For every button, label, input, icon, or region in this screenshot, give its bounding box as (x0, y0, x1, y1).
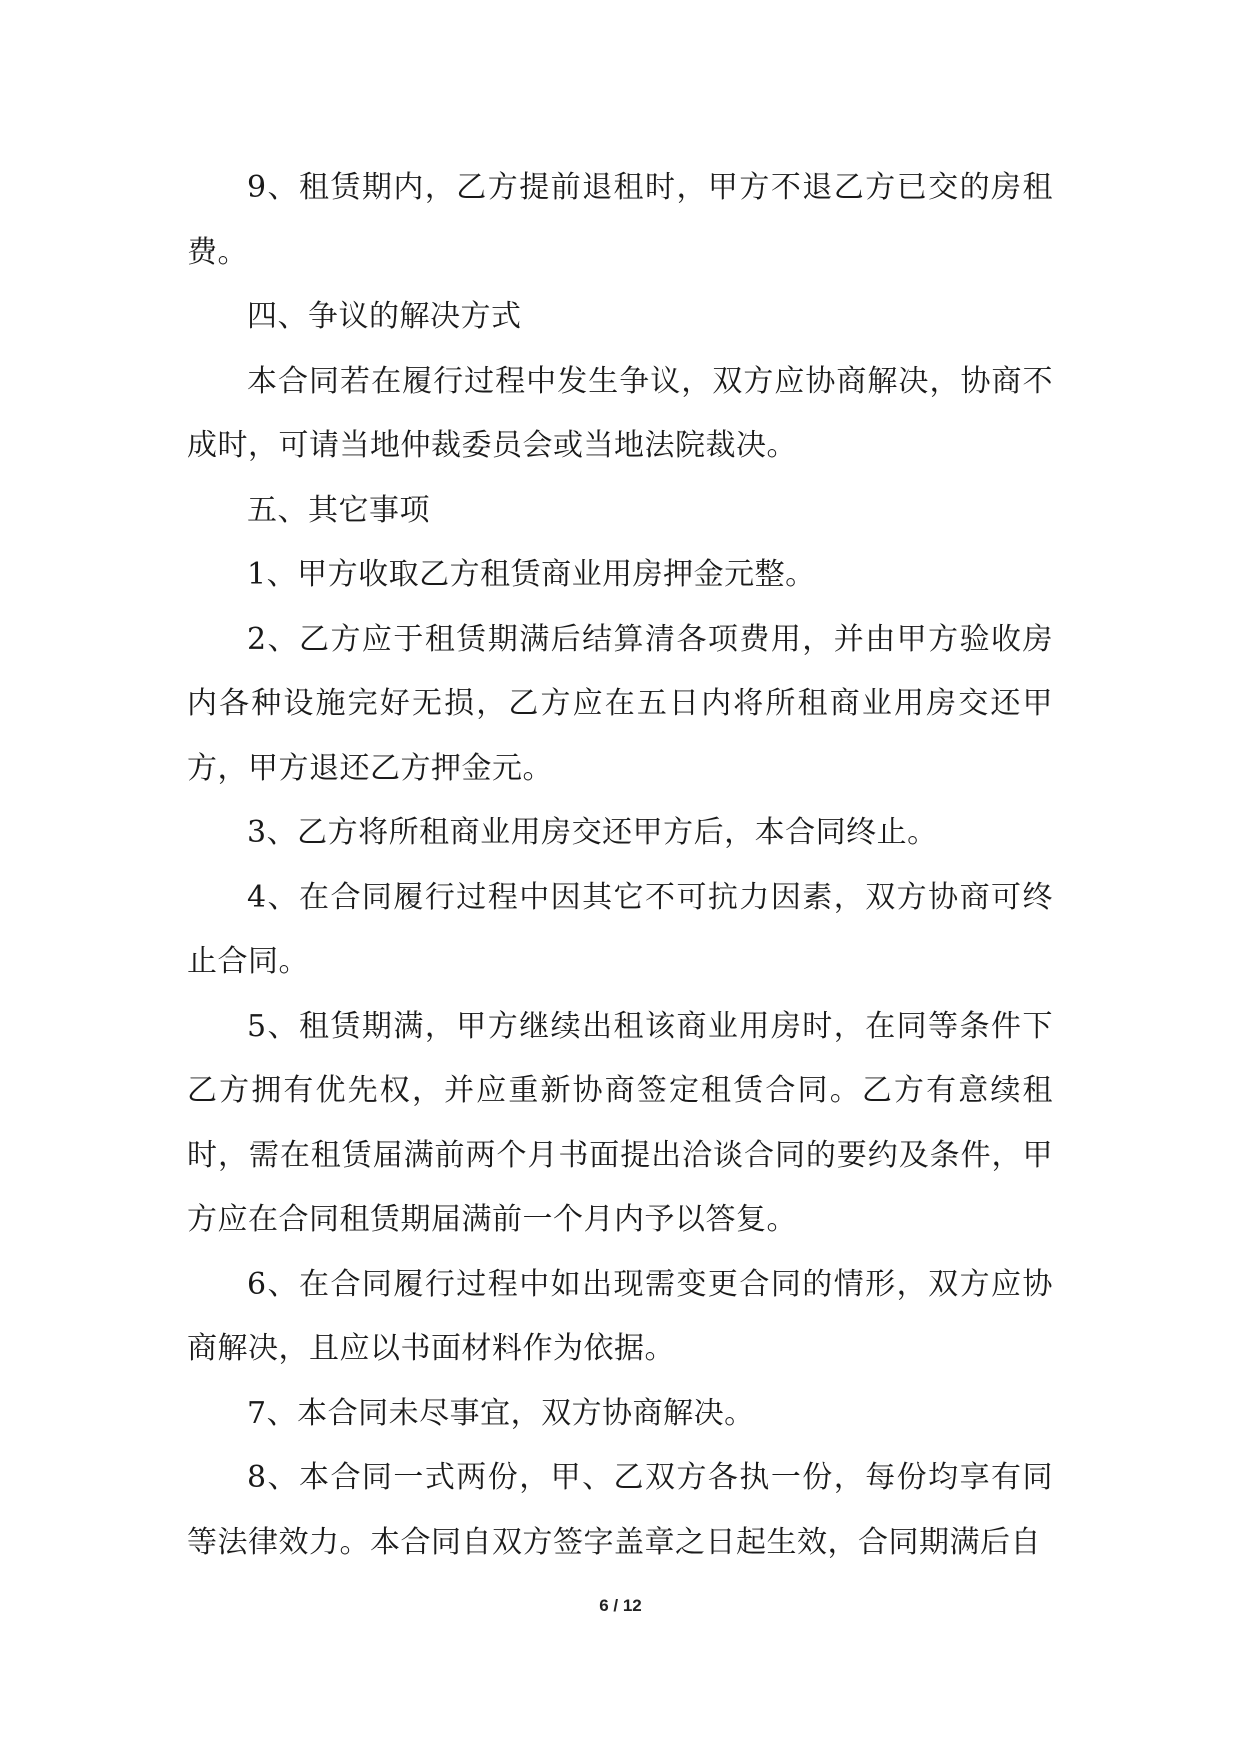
page-number: 6 / 12 (599, 1596, 642, 1615)
paragraph-other-6: 6、在合同履行过程中如出现需变更合同的情形，双方应协商解决，且应以书面材料作为依据。 (187, 1266, 1053, 1366)
paragraph-other-7: 7、本合同未尽事宜，双方协商解决。 (247, 1395, 755, 1431)
paragraph-other-2: 2、乙方应于租赁期满后结算清各项费用，并由甲方验收房内各种设施完好无损，乙方应在五日内将所租商业用房交还甲方，甲方退还乙方押金元。 (187, 621, 1053, 786)
paragraph-clause-9: 9、租赁期内，乙方提前退租时，甲方不退乙方已交的房租费。 (187, 170, 1053, 270)
paragraph-other-4: 4、在合同履行过程中因其它不可抗力因素，双方协商可终止合同。 (187, 879, 1053, 979)
document-body (187, 156, 1053, 1575)
paragraph-other-8: 8、本合同一式两份，甲、乙双方各执一份，每份均享有同等法律效力。本合同自双方签字盖章之日起生效，合同期满后自 (187, 1460, 1053, 1560)
paragraph-other-3: 3、乙方将所租商业用房交还甲方后，本合同终止。 (247, 815, 938, 850)
paragraph-other-1: 1、甲方收取乙方租赁商业用房押金元整。 (247, 557, 816, 592)
paragraph-dispute-resolution: 本合同若在履行过程中发生争议，双方应协商解决，协商不成时，可请当地仲裁委员会或当地法院裁决。 (187, 363, 1053, 463)
section-heading-dispute-resolution: 四、争议的解决方式 (247, 299, 522, 334)
paragraph-other-5: 5、租赁期满，甲方继续出租该商业用房时，在同等条件下乙方拥有优先权，并应重新协商签定租赁合同。乙方有意续租时，需在租赁届满前两个月书面提出洽谈合同的要约及条件，甲方应在合同租赁期届满前一个月内予以答复。 (187, 1008, 1053, 1237)
section-heading-other-matters: 五、其它事项 (247, 492, 430, 528)
